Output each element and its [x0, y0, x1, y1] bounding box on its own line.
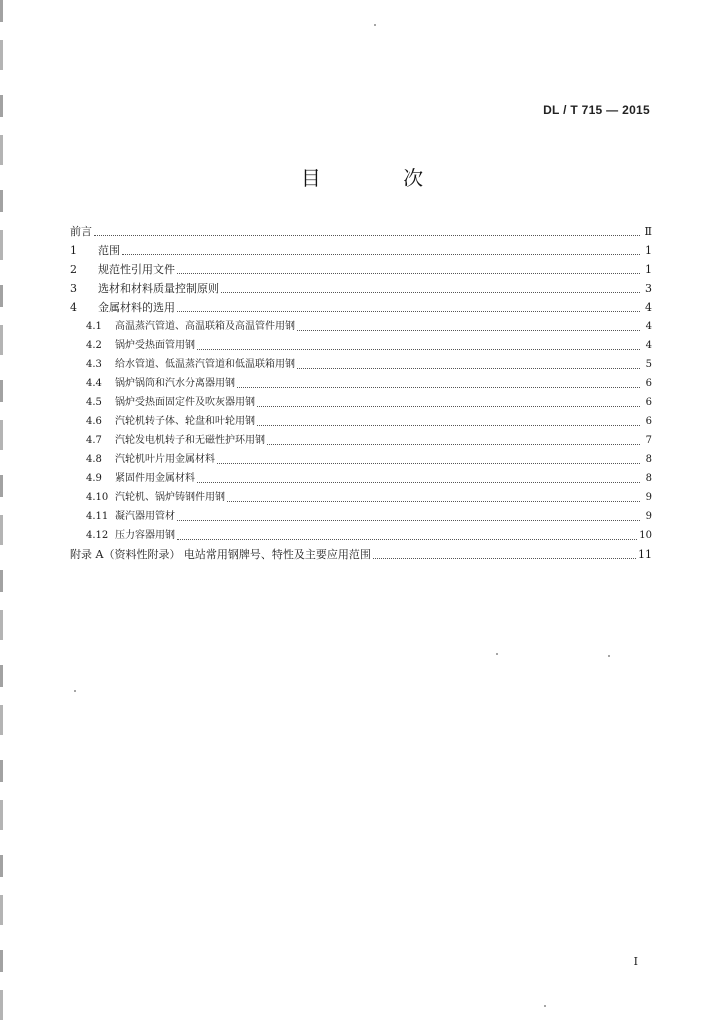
- toc-entry-label: 锅炉受热面固定件及吹灰器用钢: [115, 397, 255, 408]
- toc-entry[interactable]: [70, 260, 652, 279]
- toc-entry[interactable]: [70, 488, 652, 507]
- toc-entry-page: 6: [645, 397, 652, 408]
- toc-entry-page: 4: [645, 301, 652, 314]
- toc-entry-page: 8: [645, 473, 652, 484]
- toc-entry-page: Ⅱ: [644, 225, 652, 238]
- toc-entry-label: 高温蒸汽管道、高温联箱及高温管件用钢: [115, 321, 295, 332]
- toc-entry[interactable]: [70, 355, 652, 374]
- toc-entry-label: 规范性引用文件: [98, 263, 175, 276]
- toc-entry[interactable]: [70, 450, 652, 469]
- toc-entry-number: 4.3: [86, 359, 102, 370]
- dot-leader: [237, 386, 640, 388]
- toc-entry-page: 9: [645, 492, 652, 503]
- toc-entry-page: 4: [645, 321, 652, 332]
- dot-leader: [297, 329, 640, 331]
- toc-entry-page: 4: [645, 340, 652, 351]
- toc-entry-number: 4.5: [86, 397, 102, 408]
- toc-entry-label: 附录 A（资料性附录） 电站常用钢牌号、特性及主要应用范围: [70, 548, 371, 561]
- dot-leader: [177, 538, 637, 540]
- dot-leader: [267, 443, 640, 445]
- toc-entry[interactable]: [70, 393, 652, 412]
- toc-entry[interactable]: [70, 431, 652, 450]
- toc-entry-number: 2: [70, 263, 77, 276]
- toc-entry-label: 锅炉锅筒和汽水分离器用钢: [115, 378, 235, 389]
- toc-entry-number: 4.11: [86, 511, 109, 522]
- toc-entry-label: 汽轮机、锅炉铸钢件用钢: [115, 492, 225, 503]
- toc-entry-number: 4.7: [86, 435, 102, 446]
- toc-entry[interactable]: [70, 222, 652, 241]
- toc-entry-label: 给水管道、低温蒸汽管道和低温联箱用钢: [115, 359, 295, 370]
- toc-entry-label: 凝汽器用管材: [115, 511, 175, 522]
- toc-entry-number: 4.12: [86, 530, 109, 541]
- dot-leader: [122, 253, 640, 255]
- toc-entry-number: 4.9: [86, 473, 102, 484]
- dot-leader: [177, 519, 640, 521]
- toc-entry-page: 3: [645, 282, 652, 295]
- toc-entry-number: 4.8: [86, 454, 102, 465]
- toc-entry[interactable]: [70, 526, 652, 545]
- page-number: I: [633, 955, 638, 968]
- scan-speck: [544, 1005, 546, 1007]
- toc-entry[interactable]: [70, 507, 652, 526]
- page-title: 目 次: [300, 166, 462, 190]
- toc-entry-number: 4.10: [86, 492, 109, 503]
- toc-entry-page: 6: [645, 378, 652, 389]
- toc-entry[interactable]: [70, 241, 652, 260]
- dot-leader: [297, 367, 640, 369]
- scan-speck: [608, 655, 610, 657]
- dot-leader: [221, 291, 640, 293]
- toc-entry-page: 7: [645, 435, 652, 446]
- dot-leader: [217, 462, 640, 464]
- dot-leader: [177, 272, 640, 274]
- table-of-contents: [70, 222, 652, 564]
- toc-entry-label: 汽轮机叶片用金属材料: [115, 454, 215, 465]
- toc-entry-page: 1: [645, 263, 652, 276]
- toc-entry[interactable]: [70, 317, 652, 336]
- toc-entry-page: 9: [645, 511, 652, 522]
- toc-entry[interactable]: [70, 279, 652, 298]
- toc-entry-label: 锅炉受热面管用钢: [115, 340, 195, 351]
- scan-edge-marks: [0, 0, 3, 1024]
- toc-entry-number: 4.1: [86, 321, 102, 332]
- toc-entry-number: 4.2: [86, 340, 102, 351]
- toc-entry-label: 金属材料的选用: [98, 301, 175, 314]
- toc-entry[interactable]: [70, 545, 652, 564]
- toc-entry-page: 1: [645, 244, 652, 257]
- toc-entry[interactable]: [70, 336, 652, 355]
- toc-entry-number: 3: [70, 282, 77, 295]
- toc-entry-page: 6: [645, 416, 652, 427]
- toc-entry-number: 1: [70, 244, 77, 257]
- dot-leader: [373, 557, 636, 559]
- document-code: DL / T 715 — 2015: [543, 103, 650, 117]
- toc-entry-number: 4: [70, 301, 77, 314]
- toc-entry-page: 10: [639, 530, 652, 541]
- scan-speck: [374, 24, 376, 26]
- scan-speck: [496, 653, 498, 655]
- dot-leader: [257, 424, 640, 426]
- dot-leader: [227, 500, 640, 502]
- toc-entry-number: 4.6: [86, 416, 102, 427]
- toc-entry-label: 前言: [70, 225, 92, 238]
- toc-entry-label: 汽轮发电机转子和无磁性护环用钢: [115, 435, 265, 446]
- toc-entry-label: 范围: [98, 244, 120, 257]
- toc-entry-page: 11: [638, 548, 652, 561]
- dot-leader: [257, 405, 640, 407]
- dot-leader: [197, 481, 640, 483]
- toc-entry-label: 紧固件用金属材料: [115, 473, 195, 484]
- toc-entry[interactable]: [70, 469, 652, 488]
- dot-leader: [177, 310, 640, 312]
- scan-speck: [74, 690, 76, 692]
- toc-entry[interactable]: [70, 298, 652, 317]
- toc-entry[interactable]: [70, 374, 652, 393]
- dot-leader: [94, 234, 640, 236]
- dot-leader: [197, 348, 640, 350]
- toc-entry-label: 汽轮机转子体、轮盘和叶轮用钢: [115, 416, 255, 427]
- toc-entry-page: 5: [645, 359, 652, 370]
- toc-entry[interactable]: [70, 412, 652, 431]
- toc-entry-number: 4.4: [86, 378, 102, 389]
- toc-entry-page: 8: [645, 454, 652, 465]
- toc-entry-label: 选材和材料质量控制原则: [98, 282, 219, 295]
- toc-entry-label: 压力容器用钢: [115, 530, 175, 541]
